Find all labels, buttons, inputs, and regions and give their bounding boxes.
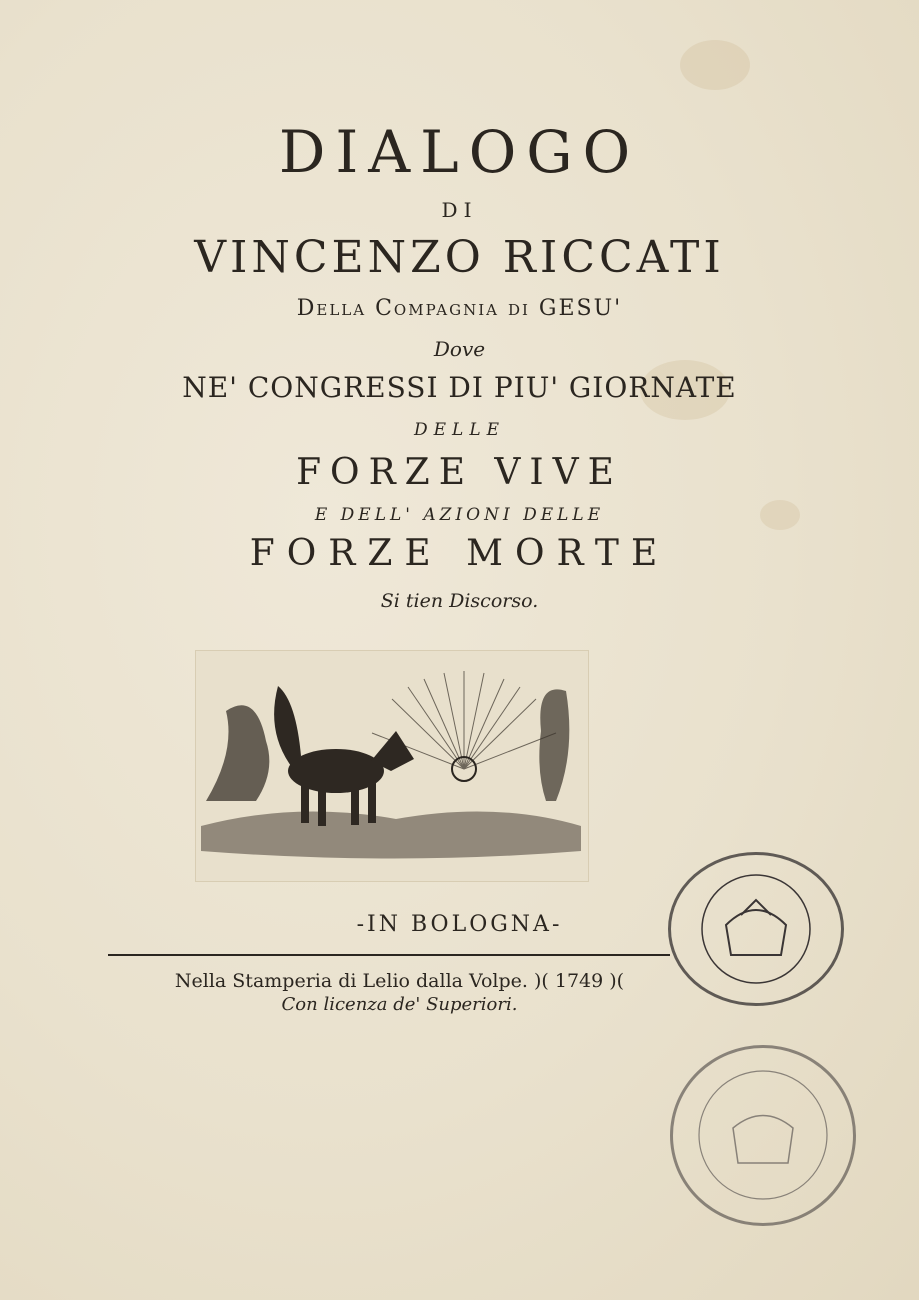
fox-engraving-image (196, 651, 588, 881)
forze-vive: FORZE VIVE (296, 452, 623, 493)
author-name: VINCENZO RICCATI (194, 232, 725, 283)
stamp-lower-image (673, 1048, 853, 1223)
society-line: Della Compagnia di GESU' (296, 296, 623, 321)
fox-icon (274, 686, 414, 826)
stamp-upper-image (671, 855, 841, 1003)
fox-vignette (195, 650, 589, 882)
foxing-stain (680, 40, 750, 90)
congressi-line: NE' CONGRESSI DI PIU' GIORNATE (182, 371, 737, 404)
licence-line: Con licenza de' Superiori. (281, 994, 518, 1015)
title-di: DI (441, 198, 478, 222)
place-line: -IN BOLOGNA- (356, 912, 563, 937)
book-title: DIALOGO (278, 118, 641, 186)
right-tree-icon (539, 689, 569, 801)
library-stamp-lower (670, 1045, 856, 1226)
printer-line: Nella Stamperia di Lelio dalla Volpe. )( 1749 )( (174, 970, 625, 992)
ground-icon (201, 811, 581, 858)
library-stamp-upper (668, 852, 844, 1006)
divider-rule (108, 954, 670, 956)
delle-line: DELLE (413, 420, 506, 440)
forze-morte: FORZE MORTE (249, 533, 670, 574)
si-tien-line: Si tien Discorso. (380, 590, 539, 612)
azioni-line: E DELL' AZIONI DELLE (314, 505, 605, 525)
dove-line: Dove (433, 337, 486, 361)
left-tree-icon (206, 705, 269, 801)
